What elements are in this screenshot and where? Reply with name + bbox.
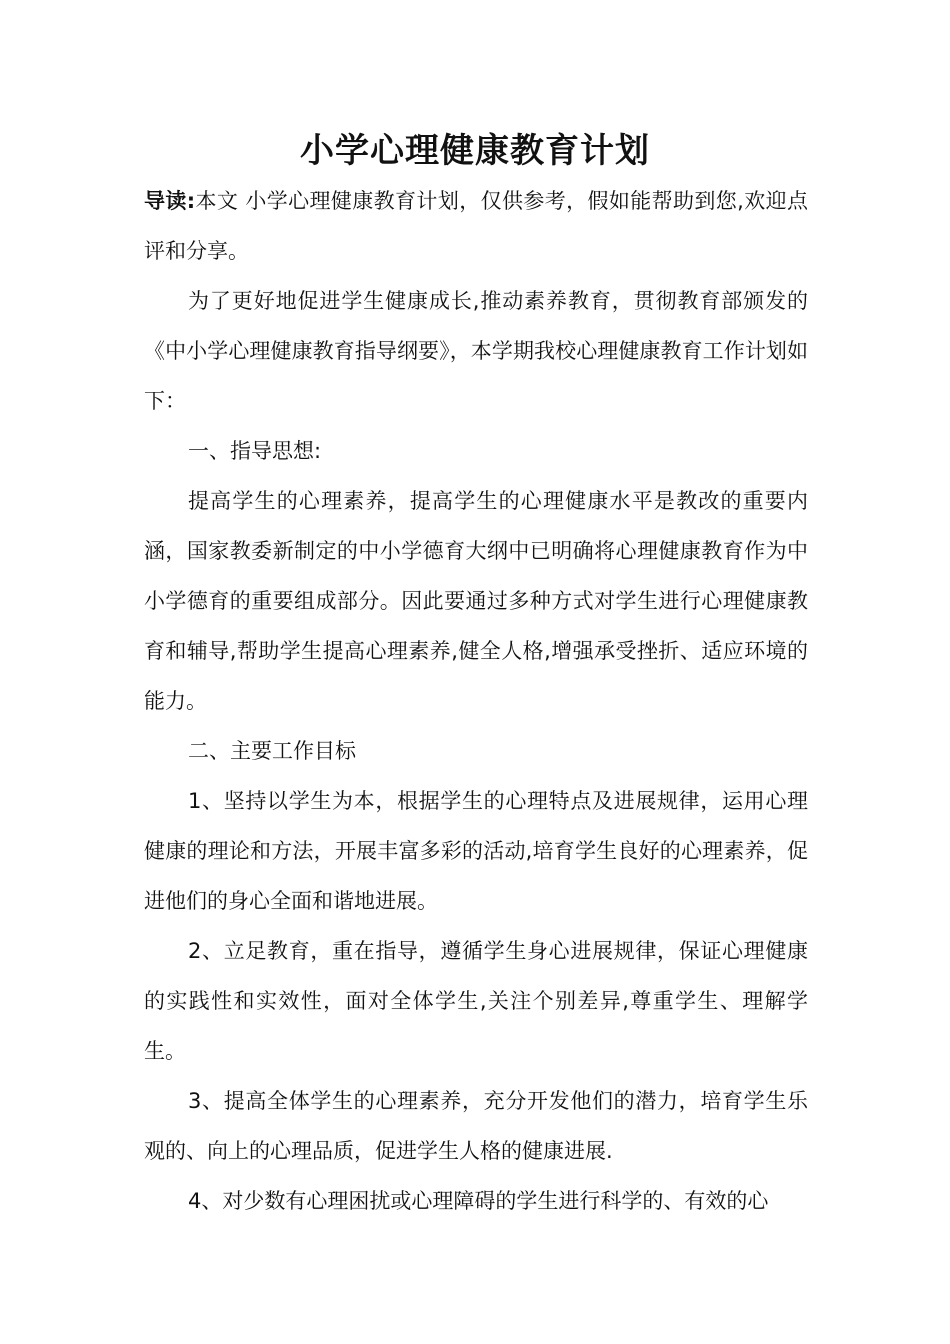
goal-item-4: 4、对少数有心理困扰或心理障碍的学生进行科学的、有效的心 <box>188 1189 769 1213</box>
intro-paragraph: 为了更好地促进学生健康成长,推动素养教育，贯彻教育部颁发的《中小学心理健康教育指导纲要》，本学期我校心理健康教育工作计划如下： <box>144 289 808 413</box>
section-heading-guiding-thought: 一、指导思想: <box>188 439 322 463</box>
goal-item-1: 1、坚持以学生为本，根据学生的心理特点及进展规律，运用心理健康的理论和方法，开展丰富多彩的活动,培育学生良好的心理素养，促进他们的身心全面和谐地进展。 <box>144 789 808 913</box>
lead-label: 导读: <box>144 189 196 213</box>
document-title: 小学心理健康教育计划 <box>300 131 650 171</box>
document-body <box>144 176 808 1226</box>
guiding-thought-paragraph: 提高学生的心理素养，提高学生的心理健康水平是教改的重要内涵，国家教委新制定的中小学德育大纲中已明确将心理健康教育作为中小学德育的重要组成部分。因此要通过多种方式对学生进行心理健康教育和辅导,帮助学生提高心理素养,健全人格,增强承受挫折、适应环境的能力。 <box>144 489 808 713</box>
lead-paragraph <box>144 176 808 276</box>
section-heading-main-goals: 二、主要工作目标 <box>188 739 356 763</box>
lead-text: 本文 小学心理健康教育计划，仅供参考，假如能帮助到您,欢迎点评和分享。 <box>144 189 808 263</box>
goal-item-2: 2、立足教育，重在指导，遵循学生身心进展规律，保证心理健康的实践性和实效性，面对全体学生,关注个别差异,尊重学生、理解学生。 <box>144 939 808 1063</box>
goal-item-3: 3、提高全体学生的心理素养，充分开发他们的潜力，培育学生乐观的、向上的心理品质，促进学生人格的健康进展. <box>144 1089 808 1163</box>
